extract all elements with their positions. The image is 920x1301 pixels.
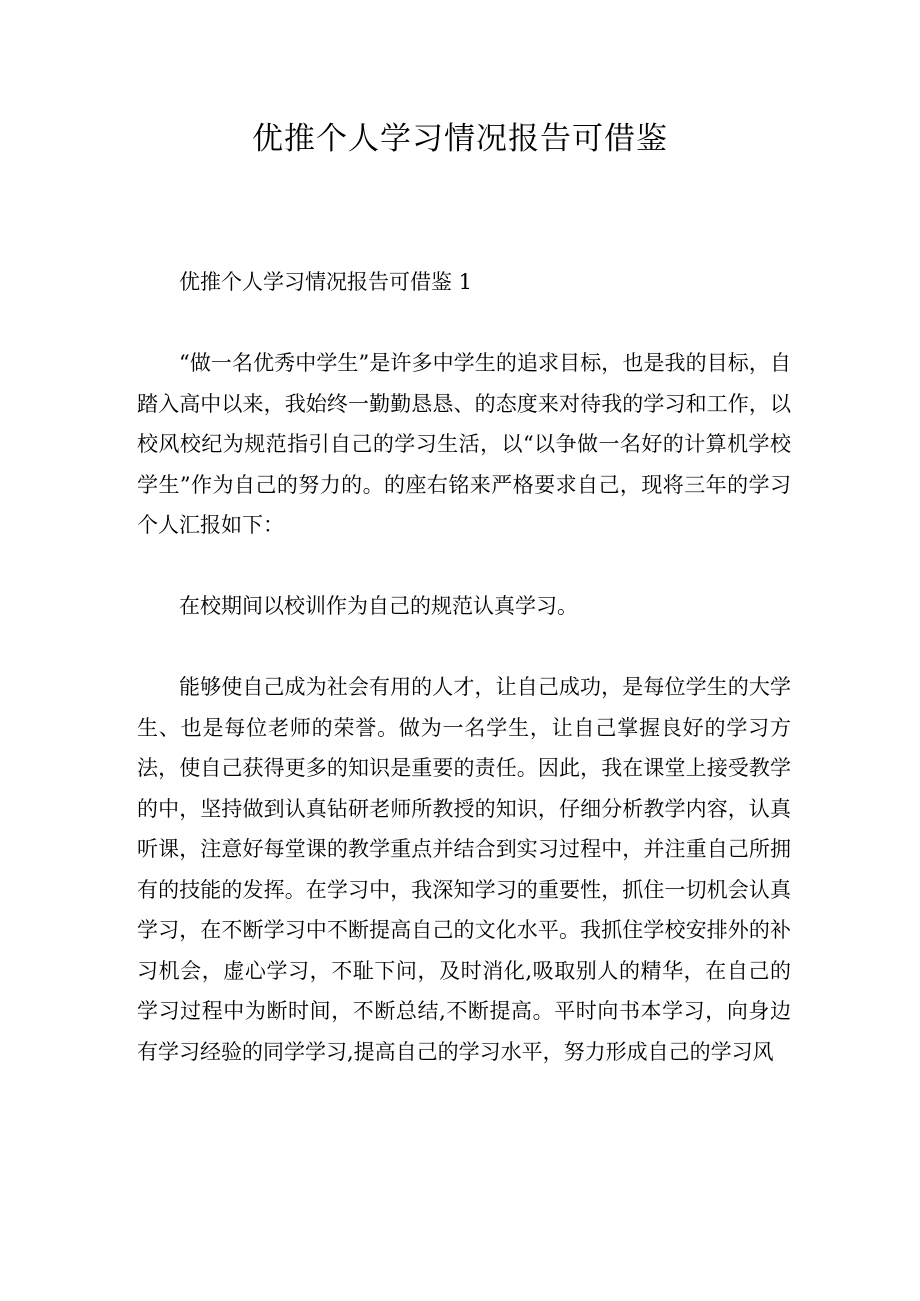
section-heading: 优推个人学习情况报告可借鉴 1	[179, 270, 473, 294]
paragraph-study-details: 能够使自己成为社会有用的人才，让自己成功，是每位学生的大学生、也是每位老师的荣誉。做为一名学生，让自己掌握良好的学习方法，使自己获得更多的知识是重要的责任。因此，我在课堂上接受教学的中，坚持做到认真钻研老师所教授的知识，仔细分析教学内容，认真听课，注意好每堂课的教学重点并结合到实习过程中，并注重自己所拥有的技能的发挥。在学习中，我深知学习的重要性，抓住一切机会认真学习，在不断学习中不断提高自己的文化水平。我抓住学校安排外的补习机会，虚心学习，不耻下问，及时消化,吸取别人的精华，在自己的学习过程中为断时间，不断总结,不断提高。平时向书本学习，向身边有学习经验的同学学习,提高自己的学习水平，努力形成自己的学习风	[137, 675, 791, 1064]
paragraph-school-motto: 在校期间以校训作为自己的规范认真学习。	[179, 594, 578, 618]
document-title: 优推个人学习情况报告可借鉴	[252, 121, 668, 157]
document-body	[137, 262, 791, 1113]
paragraph-intro: “做一名优秀中学生”是许多中学生的追求目标，也是我的目标，自踏入高中以来，我始终一勤勤恳恳、的态度来对待我的学习和工作，以校风校纪为规范指引自己的学习生活，以“以争做一名好的计算机学校学生”作为自己的努力的。的座右铭来严格要求自己，现将三年的学习个人汇报如下：	[137, 351, 791, 537]
